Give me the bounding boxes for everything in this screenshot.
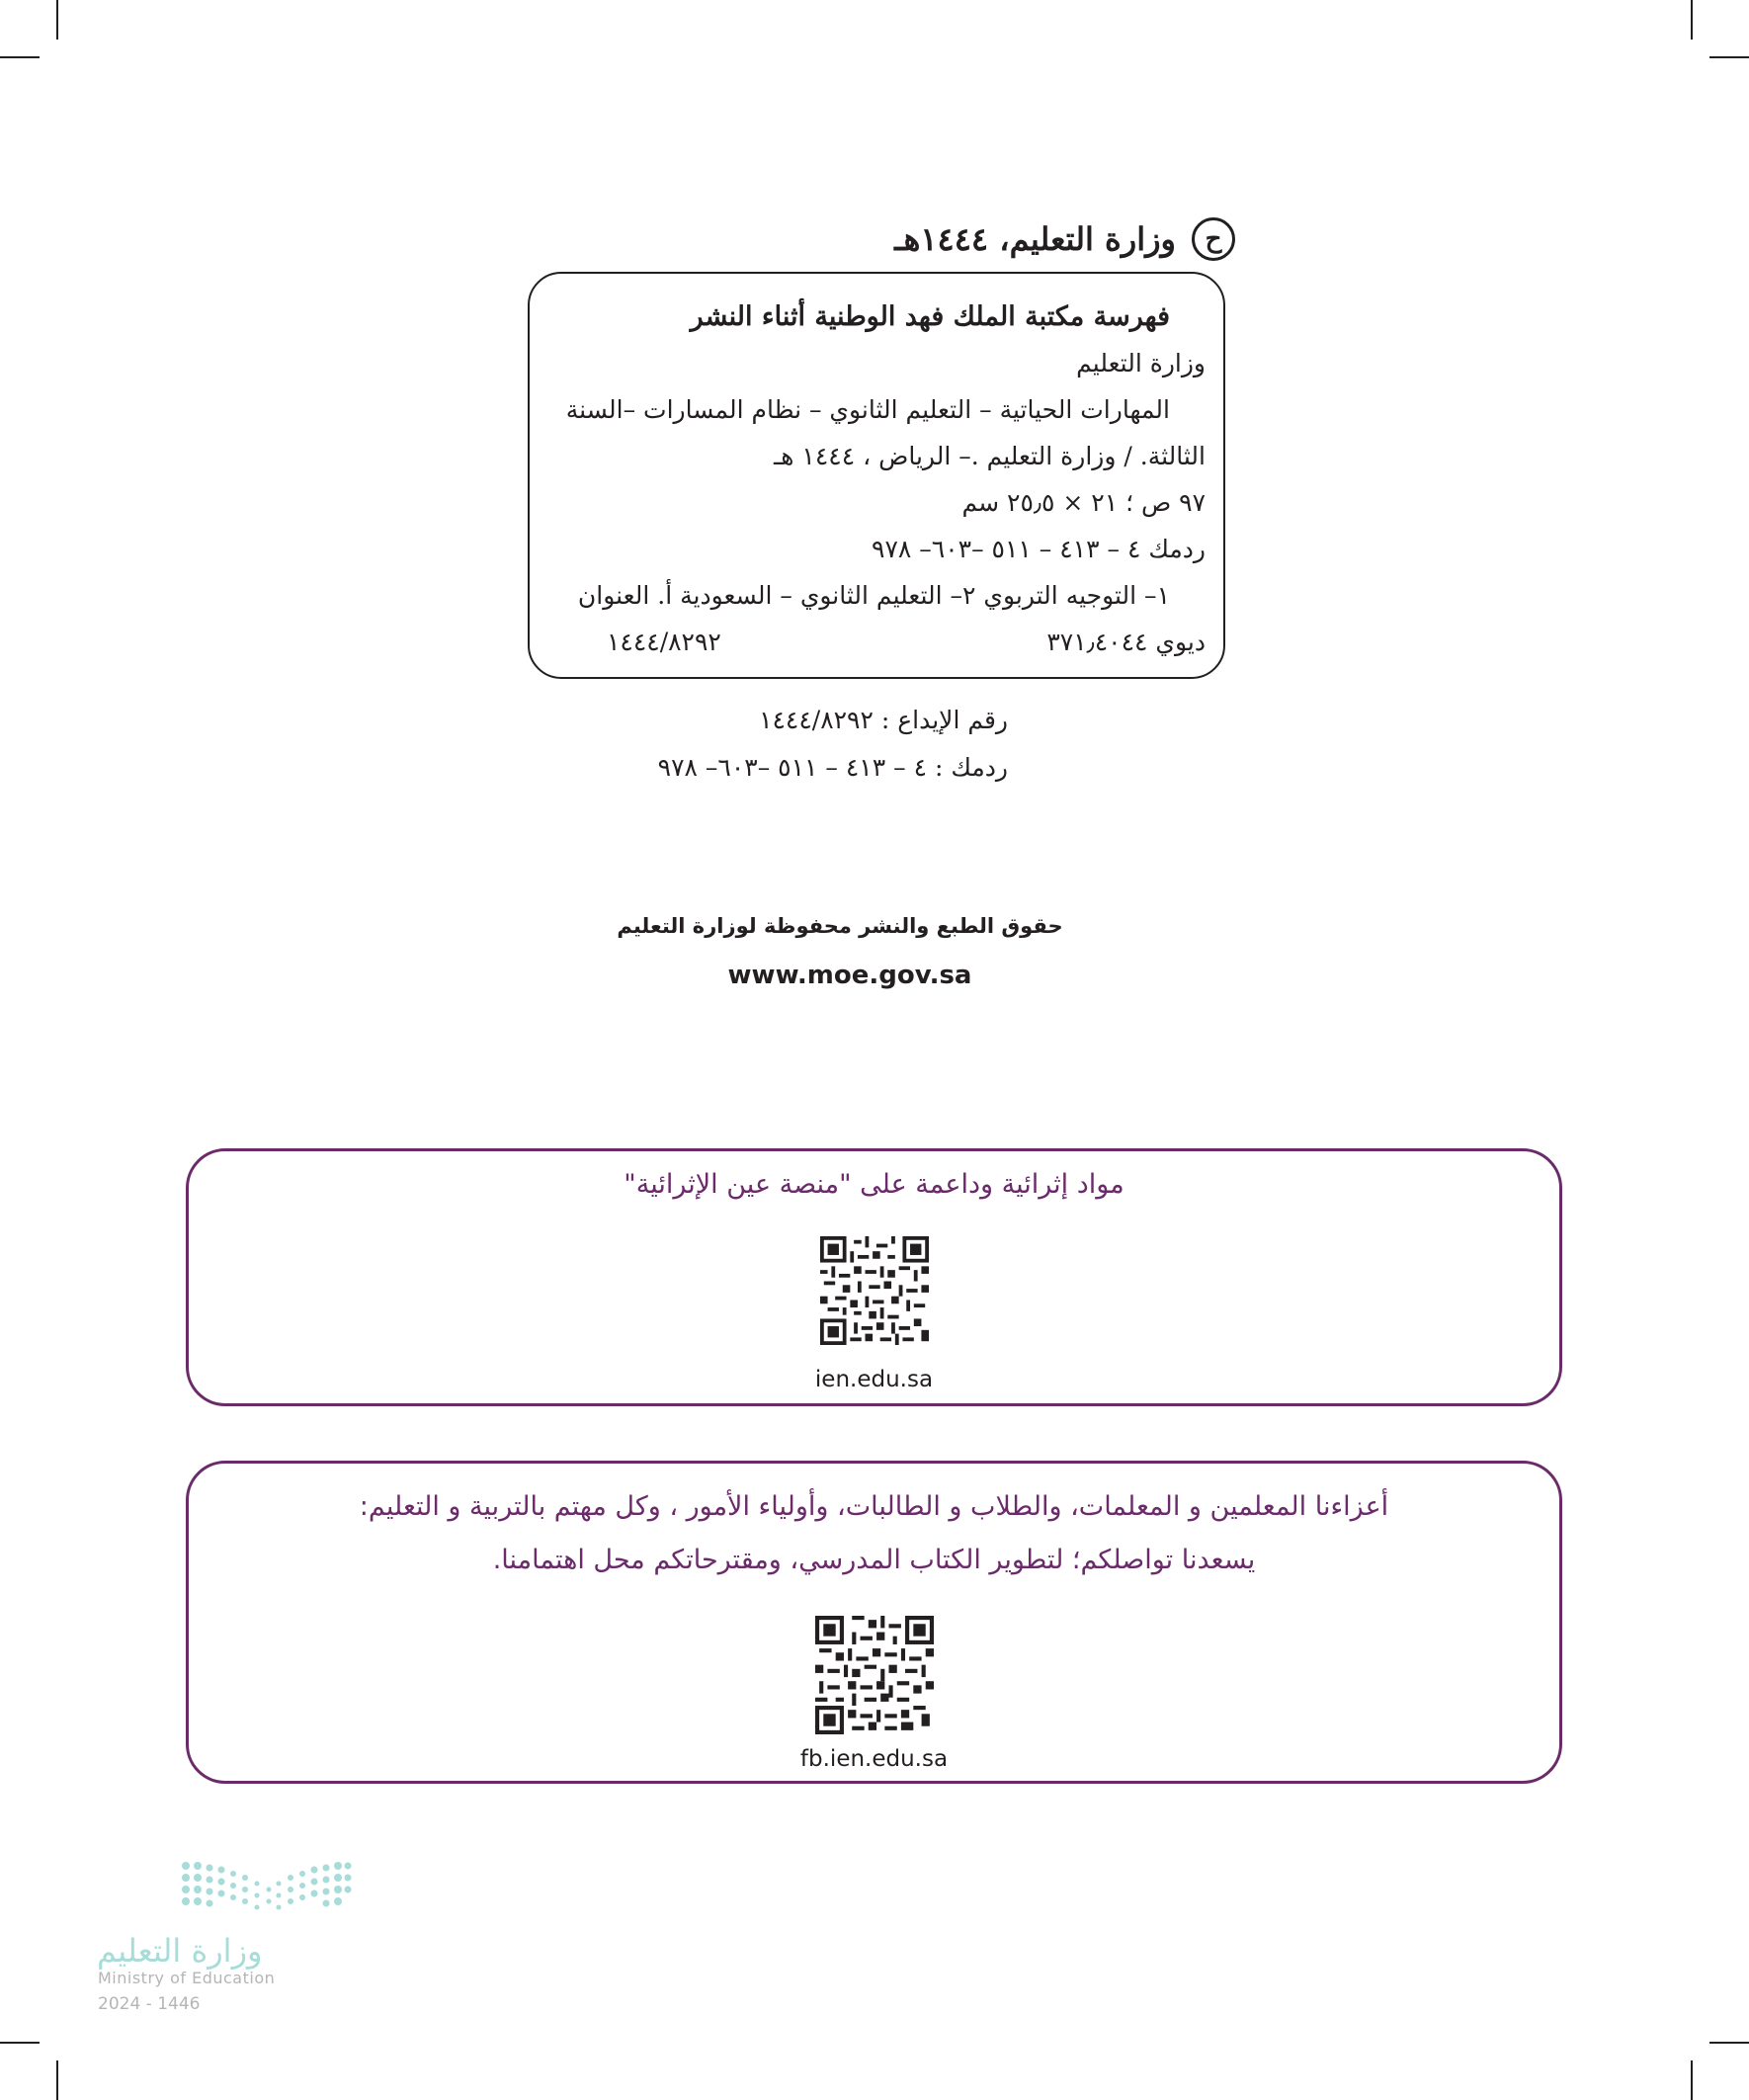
crop-mark <box>0 56 40 58</box>
catalog-isbn: ردمك ٤ – ٤١٣ – ٥١١ –٦٠٣– ٩٧٨ <box>872 535 1206 563</box>
logo-arabic-name: وزارة التعليم <box>97 1932 263 1970</box>
crop-mark <box>1691 2060 1693 2100</box>
website-link[interactable]: www.moe.gov.sa <box>727 961 972 990</box>
catalog-dewey-row <box>547 619 1206 665</box>
copyright-symbol: ح <box>1192 217 1235 261</box>
ien-url[interactable]: ien.edu.sa <box>814 1367 934 1392</box>
deposit-info <box>553 697 1008 792</box>
feedback-url[interactable]: fb.ien.edu.sa <box>799 1746 949 1772</box>
qr-code-icon[interactable] <box>820 1236 929 1345</box>
feedback-line1: أعزاءنا المعلمين و المعلمات، والطلاب و الطالبات، وأولياء الأمور ، وكل مهتم بالتربية و التعليم: <box>359 1491 1389 1522</box>
copyright-text: وزارة التعليم، ١٤٤٤هـ <box>894 220 1176 258</box>
crop-mark <box>0 2042 40 2044</box>
ministry-logo-icon <box>180 1860 352 1915</box>
crop-mark <box>1691 0 1693 40</box>
crop-mark <box>1709 56 1749 58</box>
deposit-number: رقم الإيداع : ١٤٤٤/٨٢٩٢ <box>759 706 1008 734</box>
catalog-dewey: ديوي ٣٧١٫٤٠٤٤ <box>1046 628 1206 656</box>
ien-platform-box <box>186 1148 1562 1406</box>
catalog-author: وزارة التعليم <box>1076 349 1206 378</box>
crop-mark <box>1709 2042 1749 2044</box>
catalog-heading: فهرسة مكتبة الملك فهد الوطنية أثناء النشر <box>690 301 1170 332</box>
deposit-isbn: ردمك : ٤ – ٤١٣ – ٥١١ –٦٠٣– ٩٧٨ <box>657 753 1008 782</box>
qr-code-icon[interactable] <box>815 1616 934 1734</box>
catalog-physical: ٩٧ ص ؛ ٢١ × ٢٥٫٥ سم <box>961 488 1206 517</box>
rights-statement: حقوق الطبع والنشر محفوظة لوزارة التعليم <box>617 914 1063 938</box>
catalog-title-line2: الثالثة. / وزارة التعليم .– الرياض ، ١٤٤٤ هـ <box>773 442 1206 470</box>
feedback-line2: يسعدنا تواصلكم؛ لتطوير الكتاب المدرسي، ومقترحاتكم محل اهتمامنا. <box>492 1545 1256 1575</box>
catalog-subjects: ١– التوجيه التربوي ٢– التعليم الثانوي – السعودية أ. العنوان <box>577 581 1170 610</box>
crop-mark <box>56 0 58 40</box>
catalog-deposit-number: ١٤٤٤/٨٢٩٢ <box>607 628 721 656</box>
crop-mark <box>56 2060 58 2100</box>
copyright-heading <box>850 211 1235 267</box>
feedback-box <box>186 1461 1562 1784</box>
logo-english-name: Ministry of Education <box>98 1969 276 1987</box>
logo-year: 2024 - 1446 <box>98 1994 201 2014</box>
cataloging-box <box>528 272 1225 679</box>
catalog-title-line1: المهارات الحياتية – التعليم الثانوي – نظام المسارات –السنة <box>565 395 1170 424</box>
ien-text: مواد إثرائية وداعمة على "منصة عين الإثرائية" <box>624 1169 1124 1200</box>
